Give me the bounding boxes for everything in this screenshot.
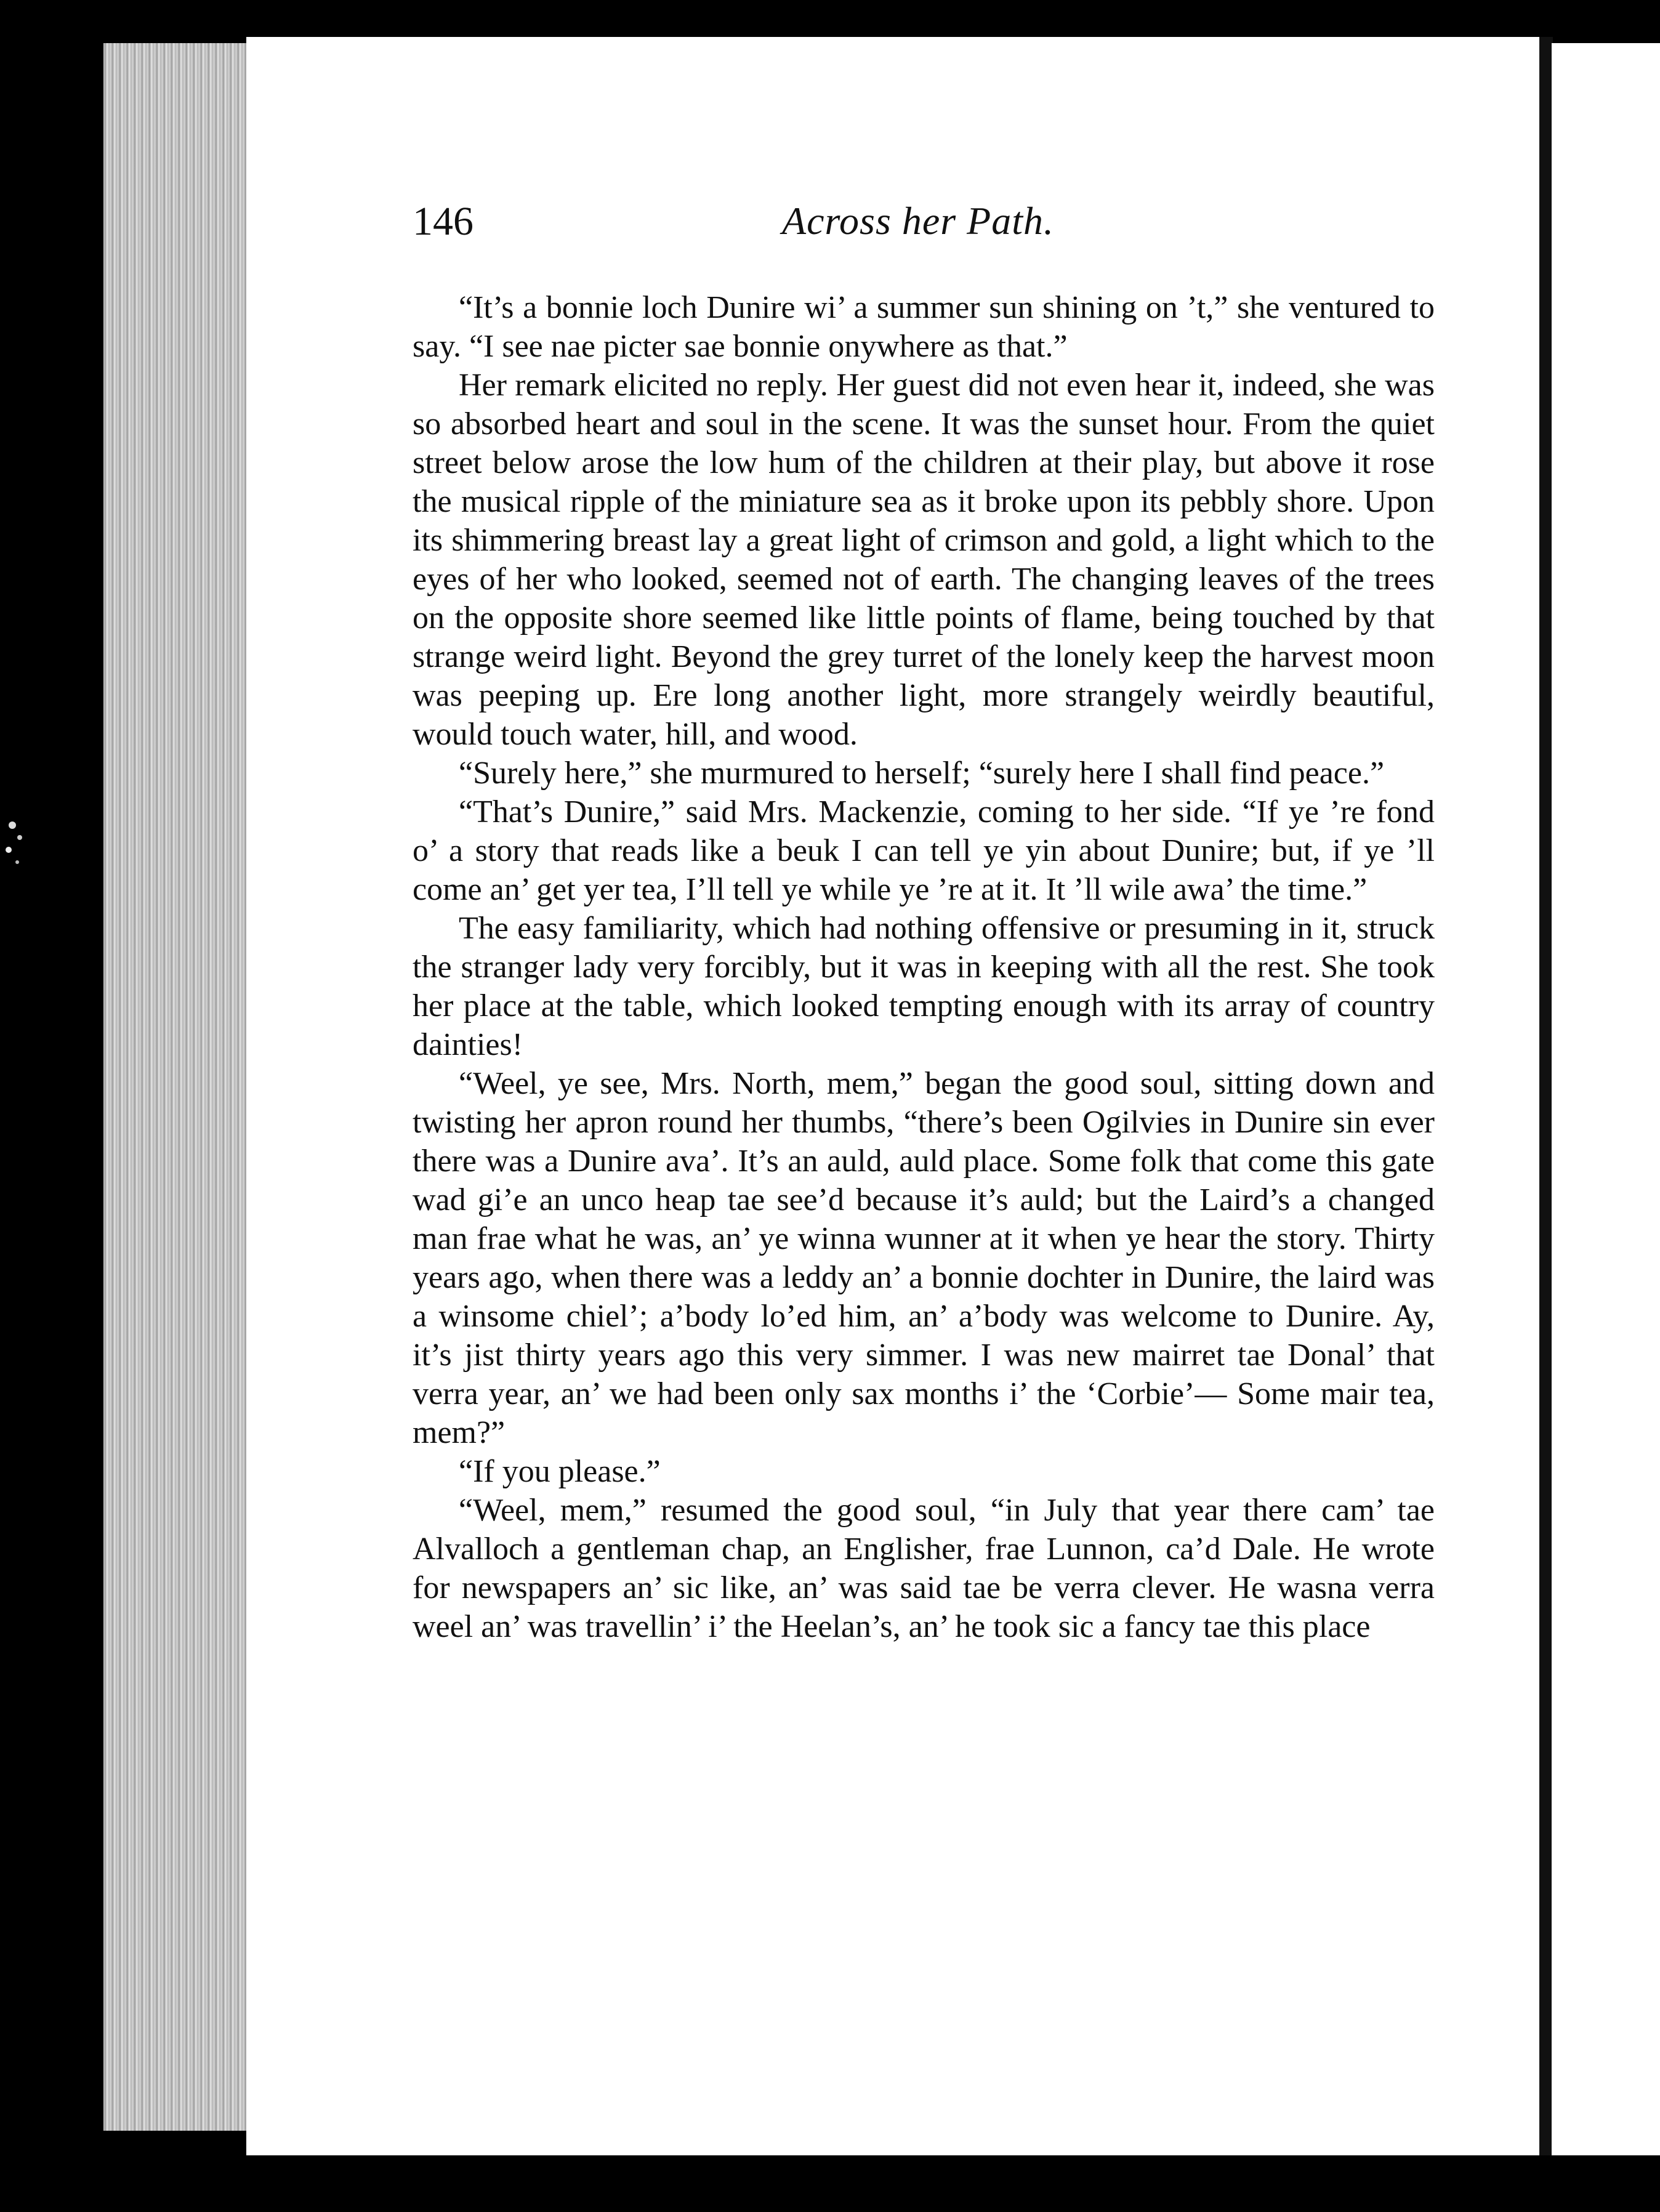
body-text <box>413 288 1435 1646</box>
page-header <box>413 198 1435 254</box>
book-page-edges <box>103 43 257 2131</box>
page-number: 146 <box>413 199 473 244</box>
paragraph: “If you please.” <box>459 1454 661 1489</box>
paragraph: Her remark elicited no reply. Her guest did not even hear it, indeed, she was so absorbed heart and soul in the scene. It was the sunset hour. From the quiet street below arose the low hum of the children at their play, but above it rose the musical ripple of the miniature sea as it broke upon its pebbly shore. Upon its shimmering breast lay a great light of crimson and gold, a light which to the eyes of her who looked, seemed not of earth. The changing leaves of the trees on the opposite shore seemed like little points of flame, being touched by that strange weird light. Beyond the grey turret of the lonely keep the harvest moon was peeping up. Ere long another light, more strangely weirdly beautiful, would touch water, hill, and wood. <box>413 368 1435 752</box>
paragraph: The easy familiarity, which had nothing offensive or presuming in it, struck the stranger lady very forcibly, but it was in keeping with all the rest. She took her place at the table, which looked tempting enough with its array of country dainties! <box>413 911 1435 1062</box>
paragraph: “Weel, ye see, Mrs. North, mem,” began the good soul, sitting down and twisting her apron round her thumbs, “there’s been Ogilvies in Dunire sin ever there was a Dunire ava’. It’s an auld, auld place. Some folk that come this gate wad gi’e an unco heap tae see’d because it’s auld; but the Laird’s a changed man frae what he was, an’ ye winna wunner at it when ye hear the story. Thirty years ago, when there was a leddy an’ a bonnie dochter in Dunire, the laird was a winsome chiel’; a’body lo’ed him, an’ a’body was welcome to Dunire. Ay, it’s jist thirty years ago this very simmer. I was new mairret tae Donal’ that verra year, an’ we had been only sax months i’ the ‘Corbie’— Some mair tea, mem?” <box>413 1066 1435 1450</box>
page-gutter-shadow <box>1539 37 1553 2155</box>
running-title: Across her Path. <box>782 199 1055 243</box>
paragraph: “Weel, mem,” resumed the good soul, “in July that year there cam’ tae Alvalloch a gentleman chap, an Englisher, frae Lunnon, ca’d Dale. He wrote for newspapers an’ sic like, an’ was said tae be verra clever. He wasna verra weel an’ was travellin’ i’ the Heelan’s, an’ he took sic a fancy tae this place <box>413 1493 1435 1644</box>
scan-specks <box>0 801 37 924</box>
paragraph: “That’s Dunire,” said Mrs. Mackenzie, coming to her side. “If ye ’re fond o’ a story that reads like a beuk I can tell ye yin about Dunire; but, if ye ’ll come an’ get yer tea, I’ll tell ye while ye ’re at it. It ’ll wile awa’ the time.” <box>413 794 1435 907</box>
paragraph: “It’s a bonnie loch Dunire wi’ a summer sun shining on ’t,” she ventured to say. “I see nae picter sae bonnie onywhere as that.” <box>413 290 1435 364</box>
paragraph: “Surely here,” she murmured to herself; “surely here I shall find peace.” <box>459 756 1385 791</box>
facing-page-edge <box>1552 43 1660 2155</box>
